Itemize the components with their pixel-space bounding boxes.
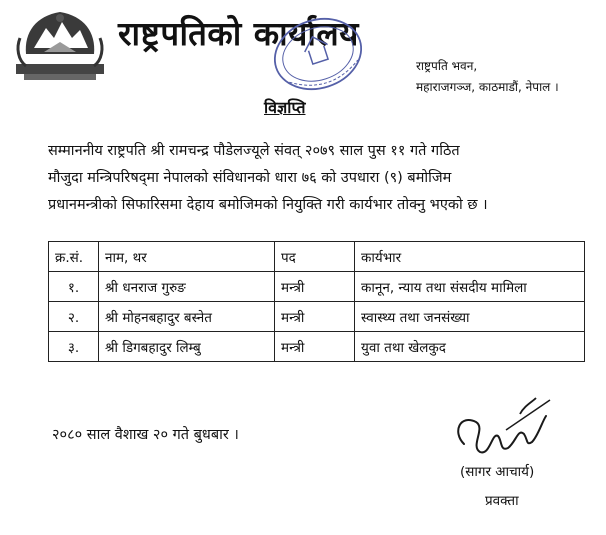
notice-body-line: मौजुदा मन्त्रिपरिषद्‌मा नेपालको संविधानको धारा ७६ को उपधारा (९) बमोजिम: [48, 170, 452, 186]
header-serial: क्र.सं.: [49, 242, 99, 272]
row-serial: ३.: [49, 332, 99, 362]
row-post: मन्त्री: [275, 302, 355, 332]
row-portfolio: युवा तथा खेलकुद: [355, 332, 585, 362]
row-post: मन्त्री: [275, 272, 355, 302]
signer-name: (सागर आचार्य): [460, 464, 535, 480]
row-name: श्री डिगबहादुर लिम्बु: [99, 332, 275, 362]
row-serial: २.: [49, 302, 99, 332]
appointment-table: [48, 241, 585, 362]
signer-role: प्रवक्ता: [485, 493, 519, 509]
header-name: नाम, थर: [99, 242, 275, 272]
notice-body-line: प्रधानमन्त्रीको सिफारिसमा देहाय बमोजिमको नियुक्ति गरी कार्यभार तोक्नु भएको छ ।: [48, 197, 488, 213]
notice-heading: विज्ञप्ति: [264, 98, 306, 117]
table-row: [49, 332, 585, 362]
row-portfolio: स्वास्थ्य तथा जनसंख्या: [355, 302, 585, 332]
row-name: श्री मोहनबहादुर बस्नेत: [99, 302, 275, 332]
table-row: [49, 302, 585, 332]
notice-date: २०८० साल वैशाख २० गते बुधबार ।: [52, 427, 239, 443]
table-header-row: [49, 242, 585, 272]
office-address: [416, 56, 559, 98]
notice-body: [48, 138, 568, 219]
office-title: राष्ट्रपतिको कार्यालय: [118, 14, 359, 53]
header-post: पद: [275, 242, 355, 272]
row-serial: १.: [49, 272, 99, 302]
row-name: श्री धनराज गुरुङ: [99, 272, 275, 302]
nepal-government-emblem-icon: [14, 8, 106, 84]
row-portfolio: कानून, न्याय तथा संसदीय मामिला: [355, 272, 585, 302]
office-seal-icon: [268, 14, 368, 94]
address-line-2: महाराजगञ्ज, काठमाडौं, नेपाल ।: [416, 80, 559, 94]
address-line-1: राष्ट्रपति भवन,: [416, 59, 478, 73]
table-row: [49, 272, 585, 302]
signature-icon: [446, 392, 558, 466]
notice-body-line: सम्माननीय राष्ट्रपति श्री रामचन्द्र पौडेलज्यूले संवत् २०७९ साल पुस ११ गते गठित: [48, 143, 460, 159]
header-portfolio: कार्यभार: [355, 242, 585, 272]
row-post: मन्त्री: [275, 332, 355, 362]
